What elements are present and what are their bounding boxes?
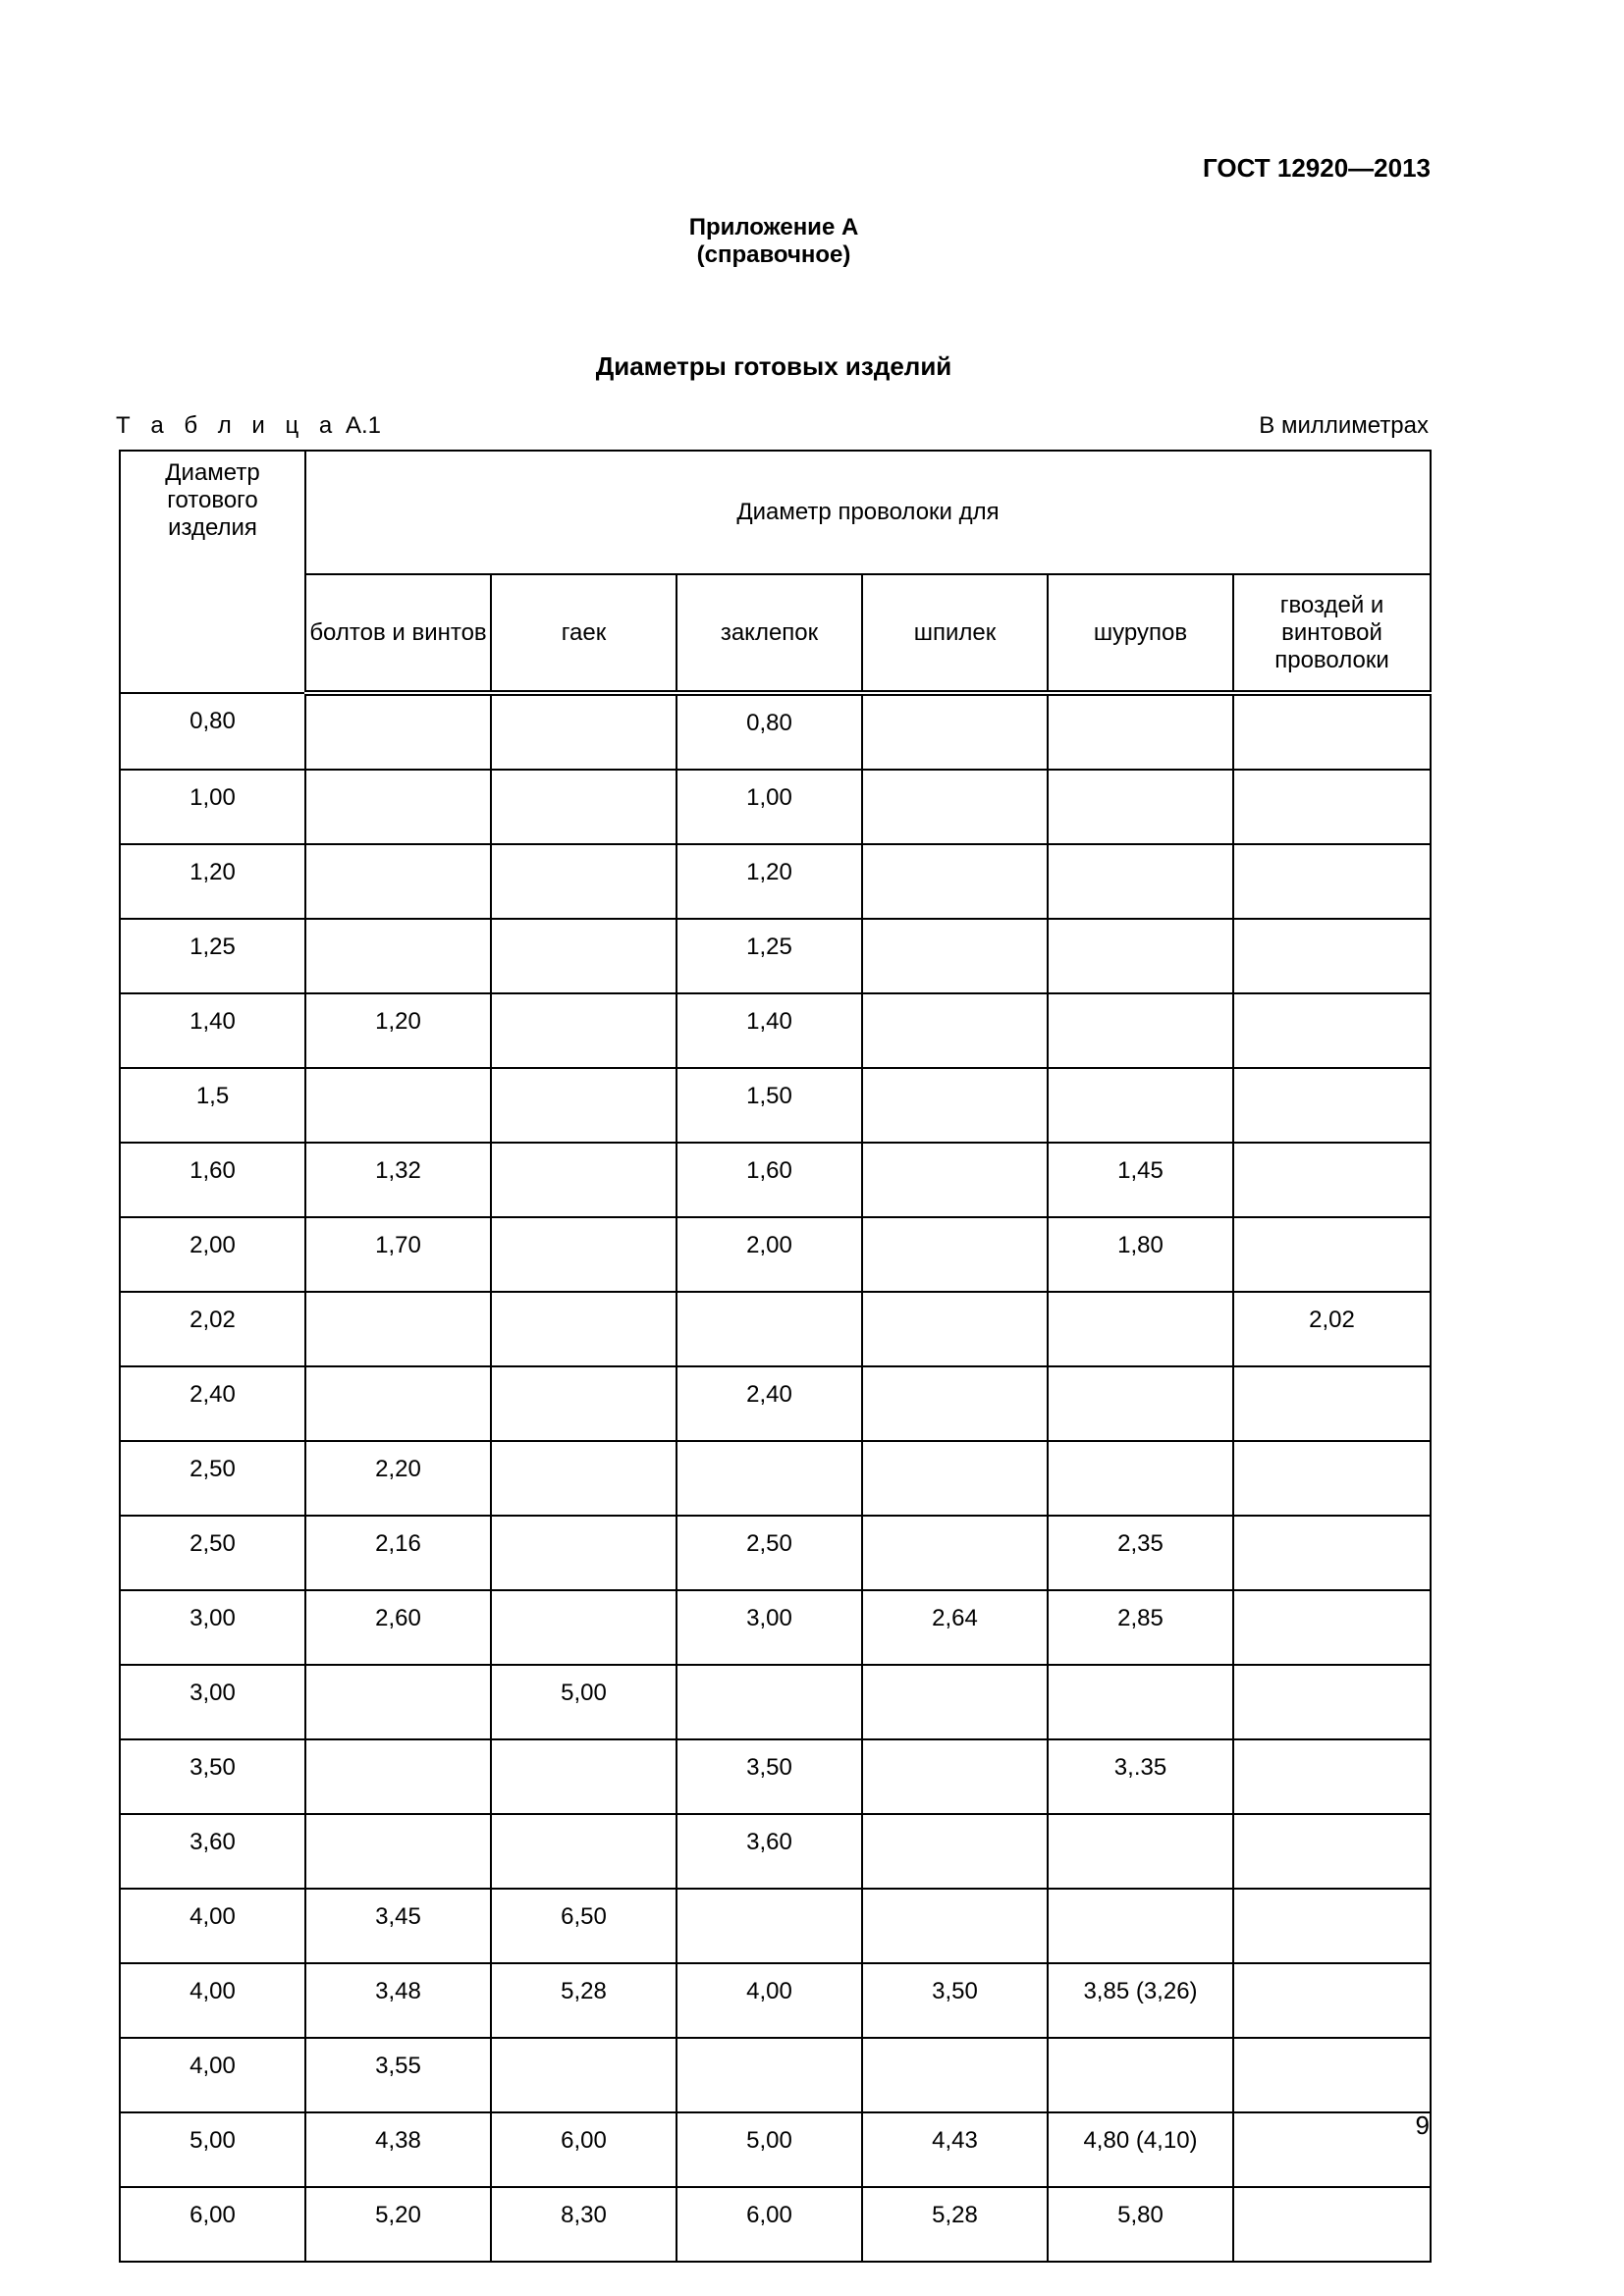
table-cell-wire-diameter: 5,00	[491, 1665, 677, 1739]
table-row	[120, 1366, 1431, 1441]
table-row	[120, 1441, 1431, 1516]
table-cell-wire-diameter: 3,85 (3,26)	[1048, 1963, 1233, 2038]
table-cell-wire-diameter	[491, 1143, 677, 1217]
table-cell-wire-diameter	[862, 1292, 1048, 1366]
table-cell-wire-diameter	[1233, 2038, 1431, 2112]
table-row	[120, 1665, 1431, 1739]
table-cell-wire-diameter: 2,40	[677, 1366, 862, 1441]
table-cell-product-diameter: 1,40	[120, 993, 305, 1068]
table-cell-wire-diameter: 1,80	[1048, 1217, 1233, 1292]
table-cell-wire-diameter: 2,64	[862, 1590, 1048, 1665]
table-cell-product-diameter: 5,00	[120, 2112, 305, 2187]
table-cell-wire-diameter: 1,00	[677, 770, 862, 844]
table-cell-wire-diameter: 4,38	[305, 2112, 491, 2187]
section-heading: Диаметры готовых изделий	[595, 351, 952, 381]
table-cell-wire-diameter: 2,00	[677, 1217, 862, 1292]
table-cell-wire-diameter: 8,30	[491, 2187, 677, 2262]
table-cell-wire-diameter	[1233, 844, 1431, 919]
table-cell-wire-diameter	[491, 1292, 677, 1366]
table-cell-wire-diameter	[305, 1068, 491, 1143]
table-row	[120, 2187, 1431, 2262]
table-cell-wire-diameter	[862, 1665, 1048, 1739]
table-cell-wire-diameter	[1048, 1068, 1233, 1143]
table-cell-wire-diameter	[1233, 919, 1431, 993]
table-number: А.1	[345, 412, 381, 439]
table-cell-wire-diameter	[677, 2038, 862, 2112]
table-cell-product-diameter: 2,02	[120, 1292, 305, 1366]
table-cell-wire-diameter	[305, 844, 491, 919]
header-product-diameter: Диаметр готового изделия	[120, 451, 305, 693]
table-cell-wire-diameter: 3,00	[677, 1590, 862, 1665]
table-body	[120, 693, 1431, 2262]
table-cell-wire-diameter	[305, 693, 491, 770]
table-cell-wire-diameter	[491, 770, 677, 844]
table-cell-wire-diameter: 1,50	[677, 1068, 862, 1143]
table-cell-wire-diameter	[491, 993, 677, 1068]
table-cell-product-diameter: 6,00	[120, 2187, 305, 2262]
table-cell-product-diameter: 1,25	[120, 919, 305, 993]
table-cell-wire-diameter	[1048, 1889, 1233, 1963]
table-cell-product-diameter: 1,60	[120, 1143, 305, 1217]
table-row	[120, 1143, 1431, 1217]
table-cell-wire-diameter	[305, 770, 491, 844]
table-cell-wire-diameter	[862, 693, 1048, 770]
table-cell-wire-diameter	[677, 1665, 862, 1739]
table-cell-wire-diameter	[1233, 1068, 1431, 1143]
table-cell-wire-diameter: 1,60	[677, 1143, 862, 1217]
table-row	[120, 1217, 1431, 1292]
table-cell-wire-diameter	[491, 2038, 677, 2112]
table-cell-wire-diameter	[862, 1068, 1048, 1143]
table-cell-wire-diameter	[1048, 770, 1233, 844]
table-cell-wire-diameter: 5,20	[305, 2187, 491, 2262]
page-number: 9	[1415, 2110, 1430, 2140]
table-cell-wire-diameter: 4,43	[862, 2112, 1048, 2187]
table-cell-wire-diameter	[1233, 1441, 1431, 1516]
header-studs: шпилек	[862, 574, 1048, 693]
table-cell-wire-diameter: 6,50	[491, 1889, 677, 1963]
table-cell-wire-diameter: 4,00	[677, 1963, 862, 2038]
table-row	[120, 1292, 1431, 1366]
table-cell-wire-diameter: 3,50	[862, 1963, 1048, 2038]
table-cell-wire-diameter: 1,45	[1048, 1143, 1233, 1217]
table-cell-wire-diameter	[491, 1590, 677, 1665]
table-cell-wire-diameter: 5,28	[491, 1963, 677, 2038]
table-cell-wire-diameter	[862, 1516, 1048, 1590]
table-cell-product-diameter: 4,00	[120, 1889, 305, 1963]
table-cell-wire-diameter	[862, 1739, 1048, 1814]
table-cell-wire-diameter: 2,50	[677, 1516, 862, 1590]
table-cell-wire-diameter: 5,00	[677, 2112, 862, 2187]
table-cell-wire-diameter	[305, 919, 491, 993]
header-bolts-screws: болтов и винтов	[305, 574, 491, 693]
table-row	[120, 1739, 1431, 1814]
table-cell-wire-diameter: 2,85	[1048, 1590, 1233, 1665]
table-cell-product-diameter: 1,20	[120, 844, 305, 919]
table-cell-wire-diameter: 5,80	[1048, 2187, 1233, 2262]
table-cell-wire-diameter	[1233, 1516, 1431, 1590]
table-header-row	[120, 451, 1431, 574]
table-cell-wire-diameter	[491, 1441, 677, 1516]
table-cell-wire-diameter	[1233, 1665, 1431, 1739]
table-cell-wire-diameter	[305, 1739, 491, 1814]
table-row	[120, 1516, 1431, 1590]
table-cell-wire-diameter	[491, 1217, 677, 1292]
table-cell-wire-diameter: 3,50	[677, 1739, 862, 1814]
table-cell-wire-diameter: 2,02	[1233, 1292, 1431, 1366]
table-cell-product-diameter: 1,5	[120, 1068, 305, 1143]
table-cell-wire-diameter	[491, 1516, 677, 1590]
table-cell-product-diameter: 3,00	[120, 1590, 305, 1665]
table-cell-wire-diameter: 2,20	[305, 1441, 491, 1516]
table-cell-wire-diameter	[677, 1889, 862, 1963]
table-row	[120, 844, 1431, 919]
table-cell-wire-diameter	[491, 919, 677, 993]
table-cell-wire-diameter	[305, 1292, 491, 1366]
table-cell-wire-diameter	[862, 1217, 1048, 1292]
table-cell-wire-diameter	[1233, 770, 1431, 844]
table-cell-wire-diameter	[862, 844, 1048, 919]
table-cell-wire-diameter	[1233, 993, 1431, 1068]
header-nuts: гаек	[491, 574, 677, 693]
table-cell-wire-diameter: 6,00	[491, 2112, 677, 2187]
table-cell-wire-diameter	[1048, 844, 1233, 919]
table-cell-wire-diameter	[1233, 693, 1431, 770]
table-row	[120, 693, 1431, 770]
table-cell-wire-diameter	[862, 993, 1048, 1068]
table-cell-product-diameter: 2,40	[120, 1366, 305, 1441]
header-wood-screws: шурупов	[1048, 574, 1233, 693]
header-nails-screw-wire: гвоздей и винтовой проволоки	[1233, 574, 1431, 693]
table-cell-product-diameter: 4,00	[120, 2038, 305, 2112]
table-cell-wire-diameter	[1233, 1889, 1431, 1963]
table-cell-wire-diameter	[1048, 919, 1233, 993]
table-row	[120, 1814, 1431, 1889]
table-cell-product-diameter: 2,50	[120, 1516, 305, 1590]
table-cell-wire-diameter	[305, 1665, 491, 1739]
table-row	[120, 993, 1431, 1068]
table-cell-wire-diameter	[491, 693, 677, 770]
header-rivets: заклепок	[677, 574, 862, 693]
table-cell-wire-diameter: 2,60	[305, 1590, 491, 1665]
table-cell-wire-diameter	[862, 1143, 1048, 1217]
table-cell-wire-diameter	[1233, 1814, 1431, 1889]
table-cell-wire-diameter	[1048, 1441, 1233, 1516]
table-cell-product-diameter: 2,50	[120, 1441, 305, 1516]
table-cell-wire-diameter: 3,60	[677, 1814, 862, 1889]
table-cell-wire-diameter	[491, 1739, 677, 1814]
table-cell-wire-diameter	[1048, 993, 1233, 1068]
table-cell-wire-diameter	[677, 1292, 862, 1366]
table-cell-wire-diameter: 4,80 (4,10)	[1048, 2112, 1233, 2187]
annex-subtitle: (справочное)	[696, 241, 851, 268]
table-cell-wire-diameter	[305, 1366, 491, 1441]
table-caption	[116, 412, 381, 440]
table-cell-wire-diameter	[862, 1441, 1048, 1516]
table-cell-wire-diameter	[491, 1366, 677, 1441]
table-cell-wire-diameter	[491, 844, 677, 919]
table-cell-wire-diameter: 3,45	[305, 1889, 491, 1963]
table-cell-product-diameter: 3,50	[120, 1739, 305, 1814]
table-cell-wire-diameter	[1233, 1590, 1431, 1665]
table-cell-wire-diameter: 1,20	[305, 993, 491, 1068]
table-cell-wire-diameter: 3,.35	[1048, 1739, 1233, 1814]
table-cell-wire-diameter: 3,55	[305, 2038, 491, 2112]
table-cell-wire-diameter: 1,70	[305, 1217, 491, 1292]
table-cell-wire-diameter	[1048, 1665, 1233, 1739]
table-cell-wire-diameter	[491, 1068, 677, 1143]
table-cell-wire-diameter	[862, 919, 1048, 993]
table-row	[120, 1963, 1431, 2038]
table-cell-wire-diameter	[862, 1814, 1048, 1889]
table-cell-wire-diameter	[862, 1366, 1048, 1441]
table-cell-product-diameter: 0,80	[120, 693, 305, 770]
diameters-table	[119, 450, 1432, 2263]
table-cell-wire-diameter: 1,20	[677, 844, 862, 919]
table-cell-wire-diameter	[491, 1814, 677, 1889]
table-label: Т а б л и ц а	[116, 412, 340, 439]
table-row	[120, 2112, 1431, 2187]
table-row	[120, 770, 1431, 844]
table-cell-wire-diameter: 0,80	[677, 693, 862, 770]
table-cell-wire-diameter: 1,32	[305, 1143, 491, 1217]
table-cell-wire-diameter: 3,48	[305, 1963, 491, 2038]
table-cell-wire-diameter	[1233, 1963, 1431, 2038]
table-cell-wire-diameter: 1,40	[677, 993, 862, 1068]
table-cell-wire-diameter	[862, 2038, 1048, 2112]
table-subheader-row	[120, 574, 1431, 693]
table-cell-wire-diameter	[862, 770, 1048, 844]
table-cell-wire-diameter: 2,16	[305, 1516, 491, 1590]
table-cell-wire-diameter	[1233, 1366, 1431, 1441]
table-row	[120, 1889, 1431, 1963]
table-cell-wire-diameter: 2,35	[1048, 1516, 1233, 1590]
table-row	[120, 1590, 1431, 1665]
table-cell-wire-diameter	[1048, 1814, 1233, 1889]
standard-code: ГОСТ 12920—2013	[1203, 153, 1431, 183]
table-row	[120, 2038, 1431, 2112]
table-row	[120, 1068, 1431, 1143]
annex-heading	[589, 214, 958, 269]
table-cell-wire-diameter: 1,25	[677, 919, 862, 993]
table-row	[120, 919, 1431, 993]
table-cell-wire-diameter: 5,28	[862, 2187, 1048, 2262]
table-cell-wire-diameter	[677, 1441, 862, 1516]
table-cell-product-diameter: 2,00	[120, 1217, 305, 1292]
header-wire-diameter-group: Диаметр проволоки для	[305, 451, 1431, 574]
table-cell-product-diameter: 4,00	[120, 1963, 305, 2038]
table-cell-wire-diameter	[1233, 1217, 1431, 1292]
table-cell-wire-diameter	[1233, 1143, 1431, 1217]
table-cell-wire-diameter	[305, 1814, 491, 1889]
table-cell-wire-diameter: 6,00	[677, 2187, 862, 2262]
table-cell-wire-diameter	[1233, 2187, 1431, 2262]
annex-title: Приложение А	[688, 214, 859, 240]
table-cell-wire-diameter	[1048, 1366, 1233, 1441]
table-cell-product-diameter: 3,60	[120, 1814, 305, 1889]
table-cell-wire-diameter	[1048, 2038, 1233, 2112]
table-cell-wire-diameter	[1048, 1292, 1233, 1366]
table-cell-product-diameter: 3,00	[120, 1665, 305, 1739]
table-cell-wire-diameter	[1233, 1739, 1431, 1814]
table-cell-wire-diameter	[1048, 693, 1233, 770]
table-units: В миллиметрах	[1259, 412, 1429, 439]
table-cell-wire-diameter	[862, 1889, 1048, 1963]
table-cell-product-diameter: 1,00	[120, 770, 305, 844]
